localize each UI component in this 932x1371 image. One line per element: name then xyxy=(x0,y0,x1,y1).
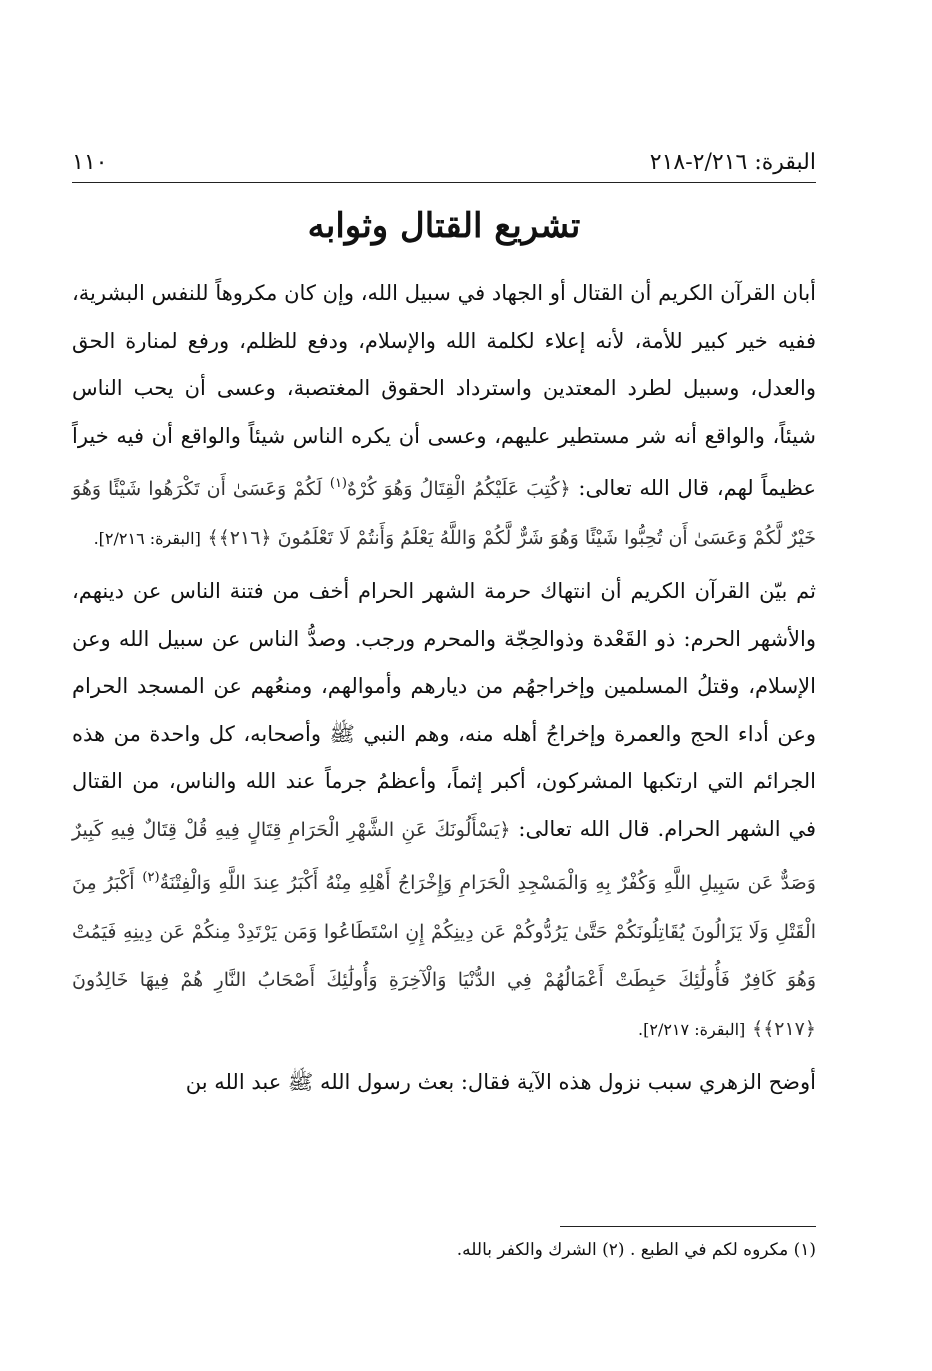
section-title: تشريع القتال وثوابه xyxy=(307,206,581,246)
paragraph-2-text: ثم بيّن القرآن الكريم أن انتهاك حرمة الشهر الحرام أخف من فتنة الناس عن دينهم، والأشهر الحرم: ذو القَعْدة وذوالحِجّة والمحرم ورجب. وصدُّ الناس عن سبيل الله وعن الإسلام، وقتلُ المسلمين وإخراجهُم من ديارهم وأموالهم، ومنعُهم عن المسجد الحرام وعن أداء الحج والعمرة وإخراجُ أهله منه، وهم النبي ﷺ وأصحابه، كل واحدة من هذه الجرائم التي ارتكبها المشركون، أكبر إثماً، وأعظمُ جرماً عند الله والناس، من القتال في الشهر الحرام. قال الله تعالى: xyxy=(72,579,816,841)
verse-216-part-2: لَكُمْ وَعَسَىٰ أَن تَكْرَهُوا شَيْئًا وَهُوَ خَيْرٌ لَّكُمْ وَعَسَىٰ أَن تُحِبُّوا شَيْئًا وَهُوَ شَرٌّ لَّكُمْ وَاللَّهُ يَعْلَمُ وَأَنتُمْ لَا تَعْلَمُونَ ﴿٢١٦﴾﴾ xyxy=(72,478,816,549)
verse-217-part-2: أَكْبَرُ مِنَ الْقَتْلِ وَلَا يَزَالُونَ يُقَاتِلُونَكُمْ حَتَّىٰ يَرُدُّوكُمْ عَن دِينِكُمْ إِنِ اسْتَطَاعُوا وَمَن يَرْتَدِدْ مِنكُمْ عَن دِينِهِ فَيَمُتْ وَهُوَ كَافِرٌ فَأُولَٰئِكَ حَبِطَتْ أَعْمَالُهُمْ فِي الدُّنْيَا وَالْآخِرَةِ وَأُولَٰئِكَ أَصْحَابُ النَّارِ هُمْ فِيهَا خَالِدُونَ ﴿٢١٧﴾﴾ xyxy=(72,872,816,1040)
paragraph-1-text: أبان القرآن الكريم أن القتال أو الجهاد في سبيل الله، وإن كان مكروهاً للنفس البشرية، ففيه خير كبير للأمة، لأنه إعلاء لكلمة الله والإسلام، ودفع للظلم، ورفع لمنارة الحق والعدل، وسبيل لطرد المعتدين واسترداد الحقوق المغتصبة، وعسى أن يحب الناس شيئاً، والواقع أنه شر مستطير عليهم، وعسى أن يكره الناس شيئاً والواقع أن فيه خيراً عظيماً لهم، قال الله تعالى: xyxy=(72,281,816,500)
header-surah-ref: البقرة: ٢/٢١٦-٢١٨ xyxy=(649,149,816,175)
verse-217-reference: [البقرة: ٢/٢١٧]. xyxy=(638,1019,746,1039)
verse-216-part-1: ﴿كُتِبَ عَلَيْكُمُ الْقِتَالُ وَهُوَ كُرْهٌ xyxy=(347,478,571,500)
verse-216-reference: [البقرة: ٢/٢١٦]. xyxy=(93,528,201,548)
paragraph-2 xyxy=(72,568,816,1053)
paragraph-3 xyxy=(72,1059,816,1107)
main-text xyxy=(72,270,816,1107)
header-page-number: ١١٠ xyxy=(72,149,108,175)
header-divider xyxy=(72,182,816,183)
footnote-divider xyxy=(560,1226,816,1227)
footnote-marker-2: (٢) xyxy=(142,870,160,885)
book-page xyxy=(72,120,816,1300)
paragraph-1 xyxy=(72,270,816,562)
verse-217-part-1: ﴿يَسْأَلُونَكَ عَنِ الشَّهْرِ الْحَرَامِ قِتَالٍ فِيهِ قُلْ قِتَالٌ فِيهِ كَبِيرٌ وَصَدٌّ عَن سَبِيلِ اللَّهِ وَكُفْرٌ بِهِ وَالْمَسْجِدِ الْحَرَامِ وَإِخْرَاجُ أَهْلِهِ مِنْهُ أَكْبَرُ عِندَ اللَّهِ وَالْفِتْنَةُ xyxy=(72,818,816,894)
footnote-marker-1: (١) xyxy=(329,476,347,491)
page-header xyxy=(72,142,816,182)
footnotes: (١) مكروه لكم في الطبع . (٢) الشرك والكفر بالله. xyxy=(456,1240,816,1260)
paragraph-3-text: أوضح الزهري سبب نزول هذه الآية فقال: بعث رسول الله ﷺ عبد الله بن xyxy=(185,1070,816,1094)
